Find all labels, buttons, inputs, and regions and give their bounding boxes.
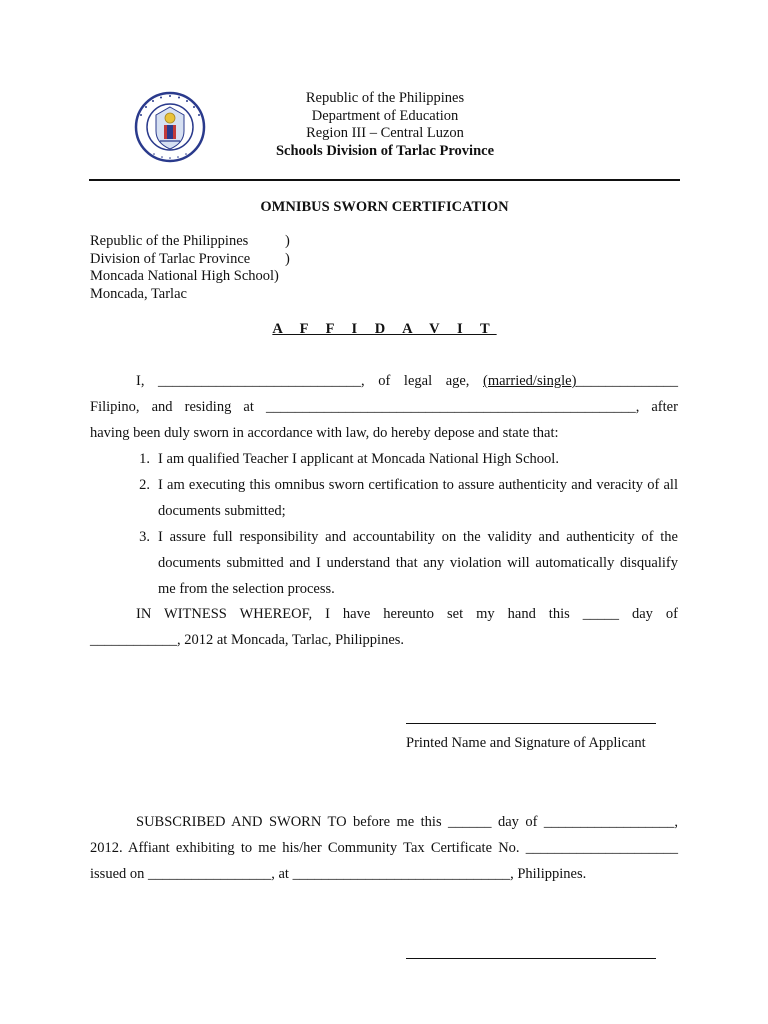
jurat-line-2: 2012. Affiant exhibiting to me his/her Community Tax Certificate No. _____________________ (90, 840, 678, 856)
intro-word: I, (136, 373, 145, 389)
document-title: OMNIBUS SWORN CERTIFICATION (260, 199, 509, 215)
jurat-paragraph (90, 809, 678, 887)
name-blank: ____________________________, (158, 373, 365, 389)
list-item-number: 2. (139, 477, 150, 493)
intro-word: after (651, 399, 678, 415)
intro-word: of (378, 373, 391, 389)
intro-word: residing (184, 399, 232, 415)
caption-line-1: Republic of the Philippines (90, 233, 249, 249)
caption-paren: ) (285, 233, 290, 249)
caption-line-2: Division of Tarlac Province (90, 250, 251, 267)
witness-line-2: ____________, 2012 at Moncada, Tarlac, Philippines. (90, 632, 405, 648)
header-divider (89, 179, 680, 181)
caption-paren: ) (285, 250, 290, 267)
intro-word: age, (445, 373, 470, 389)
address-blank: ___________________________________________________, (265, 399, 640, 415)
statements-list (90, 446, 678, 602)
notary-signature-line (406, 958, 656, 959)
header-country: Republic of the Philippines (305, 90, 465, 106)
list-item (90, 524, 678, 602)
intro-word: legal (403, 373, 433, 389)
intro-line-3: having been duly sworn in accordance with law, do hereby depose and state that: (90, 425, 559, 441)
intro-line-1 (90, 368, 678, 394)
civil-status-blank: ______________ (576, 373, 678, 389)
witness-paragraph (90, 601, 678, 653)
list-item-text: I am executing this omnibus sworn certification to assure authenticity and veracity of all documents submitted; (158, 477, 678, 519)
caption-line-3: Moncada National High School) (90, 268, 279, 284)
witness-line-1: IN WITNESS WHEREOF, I have hereunto set my hand this _____ day of (136, 606, 678, 622)
intro-word: at (243, 399, 254, 415)
jurat-line-3: issued on _________________, at ______________________________, Philippines. (90, 866, 587, 882)
list-item (90, 446, 678, 472)
list-item-text: I assure full responsibility and accountability on the validity and authenticity of the documents submitted and I understand that any violation will automatically disqualify me from the selection process. (158, 529, 678, 597)
intro-word: Filipino, (90, 399, 140, 415)
letterhead (220, 90, 550, 160)
header-division: Schools Division of Tarlac Province (275, 142, 495, 159)
jurat-line-1: SUBSCRIBED AND SWORN TO before me this ______ day of __________________, (136, 814, 678, 830)
intro-line-2 (90, 394, 678, 420)
civil-status-field: (married/single) (483, 373, 577, 389)
caption-line-4: Moncada, Tarlac (90, 285, 187, 302)
applicant-signature-line (406, 723, 656, 724)
list-item-number: 3. (139, 529, 150, 545)
header-region: Region III – Central Luzon (306, 125, 464, 141)
deped-seal-logo (134, 91, 206, 163)
affidavit-heading: A F F I D A V I T (272, 321, 497, 337)
intro-word: and (151, 399, 173, 415)
header-department: Department of Education (311, 107, 459, 124)
list-item (90, 472, 678, 524)
intro-paragraph (90, 368, 678, 446)
venue-caption (90, 233, 290, 303)
list-item-text: I am qualified Teacher I applicant at Moncada National High School. (158, 451, 559, 467)
applicant-signature-label: Printed Name and Signature of Applicant (406, 735, 646, 751)
list-item-number: 1. (139, 451, 150, 467)
